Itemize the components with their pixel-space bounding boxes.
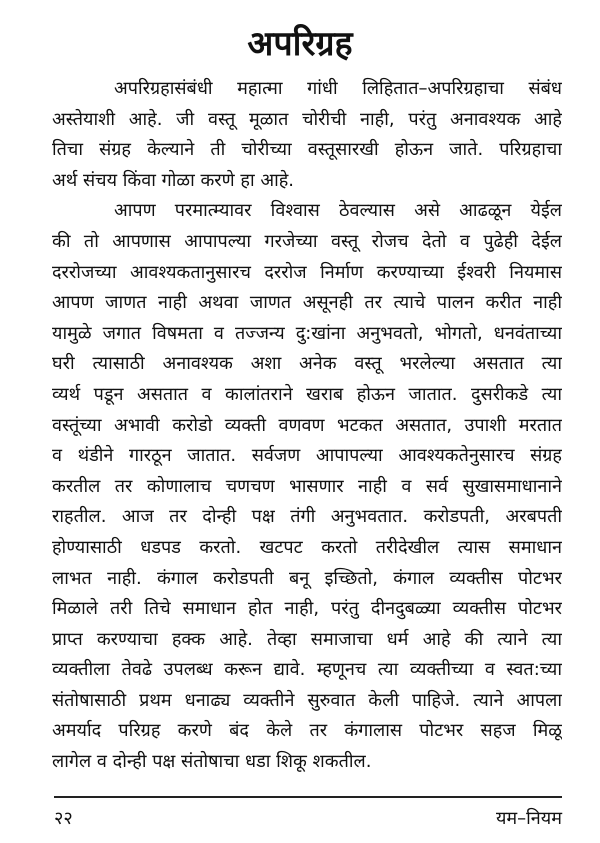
text-line: आपण जाणत नाही अथवा जाणत असूनही तर त्याचे पालन करीत नाही: [52, 292, 562, 314]
text-line: अमर्याद परिग्रह करणे बंद केले तर कंगालास पोटभर सहज मिळू: [52, 720, 562, 742]
page-title: अपरिग्रह: [247, 24, 353, 64]
text-line: व थंडीने गारठून जातात. सर्वजण आपापल्या आवश्यकतेनुसारच संग्रह: [52, 445, 562, 467]
text-line: संतोषासाठी प्रथम धनाढ्य व्यक्तीने सुरुवात केली पाहिजे. त्याने आपला: [52, 689, 562, 711]
paragraph: [52, 196, 562, 777]
text-line: दररोजच्या आवश्यकतानुसारच दररोज निर्माण करण्याच्या ईश्वरी नियमास: [52, 261, 562, 283]
text-line: लाभत नाही. कंगाल करोडपती बनू इच्छितो, कंगाल व्यक्तीस पोटभर: [52, 567, 562, 589]
text-line: होण्यासाठी धडपड करतो. खटपट करतो तरीदेखील त्यास समाधान: [52, 536, 562, 558]
text-line: अर्थ संचय किंवा गोळा करणे हा आहे.: [52, 169, 295, 191]
text-line: अस्तेयाशी आहे. जी वस्तू मूळात चोरीची नाही, परंतु अनावश्यक आहे: [52, 108, 562, 130]
text-line: व्यर्थ पडून असतात व कालांतराने खराब होऊन जातात. दुसरीकडे त्या: [52, 383, 562, 405]
text-line: मिळाले तरी तिचे समाधान होत नाही, परंतु दीनदुबळ्या व्यक्तीस पोटभर: [52, 598, 562, 620]
body-text: [52, 74, 562, 778]
page-footer: [54, 806, 562, 832]
text-line: तिचा संग्रह केल्याने ती चोरीच्या वस्तूसारखी होऊन जाते. परिग्रहाचा: [52, 139, 562, 161]
paragraph: [52, 74, 562, 196]
footer-divider: [54, 796, 562, 798]
page-number: २२: [54, 808, 73, 829]
book-title: यम–नियम: [495, 808, 562, 829]
text-line: आपण परमात्म्यावर विश्वास ठेवल्यास असे आढळून येईल: [114, 200, 562, 222]
text-line: प्राप्त करण्याचा हक्क आहे. तेव्हा समाजाचा धर्म आहे की त्याने त्या: [52, 628, 562, 650]
text-line: अपरिग्रहासंबंधी महात्मा गांधी लिहितात–अपरिग्रहाचा संबंध: [114, 78, 562, 99]
text-line: वस्तूंच्या अभावी करोडो व्यक्ती वणवण भटकत असतात, उपाशी मरतात: [52, 414, 562, 436]
text-line: यामुळे जगात विषमता व तज्जन्य दु:खांना अनुभवतो, भोगतो, धनवंताच्या: [52, 322, 562, 344]
text-line: लागेल व दोन्ही पक्ष संतोषाचा धडा शिकू शकतील.: [52, 751, 372, 773]
text-line: करतील तर कोणालाच चणचण भासणार नाही व सर्व सुखासमाधानाने: [52, 475, 562, 497]
text-line: घरी त्यासाठी अनावश्यक अशा अनेक वस्तू भरलेल्या असतात त्या: [52, 353, 562, 375]
text-line: की तो आपणास आपापल्या गरजेच्या वस्तू रोजच देतो व पुढेही देईल: [52, 230, 562, 252]
text-line: व्यक्तीला तेवढे उपलब्ध करून द्यावे. म्हणूनच त्या व्यक्तीच्या व स्वत:च्या: [52, 659, 562, 681]
text-line: राहतील. आज तर दोन्ही पक्ष तंगी अनुभवतात. करोडपती, अरबपती: [52, 506, 562, 528]
